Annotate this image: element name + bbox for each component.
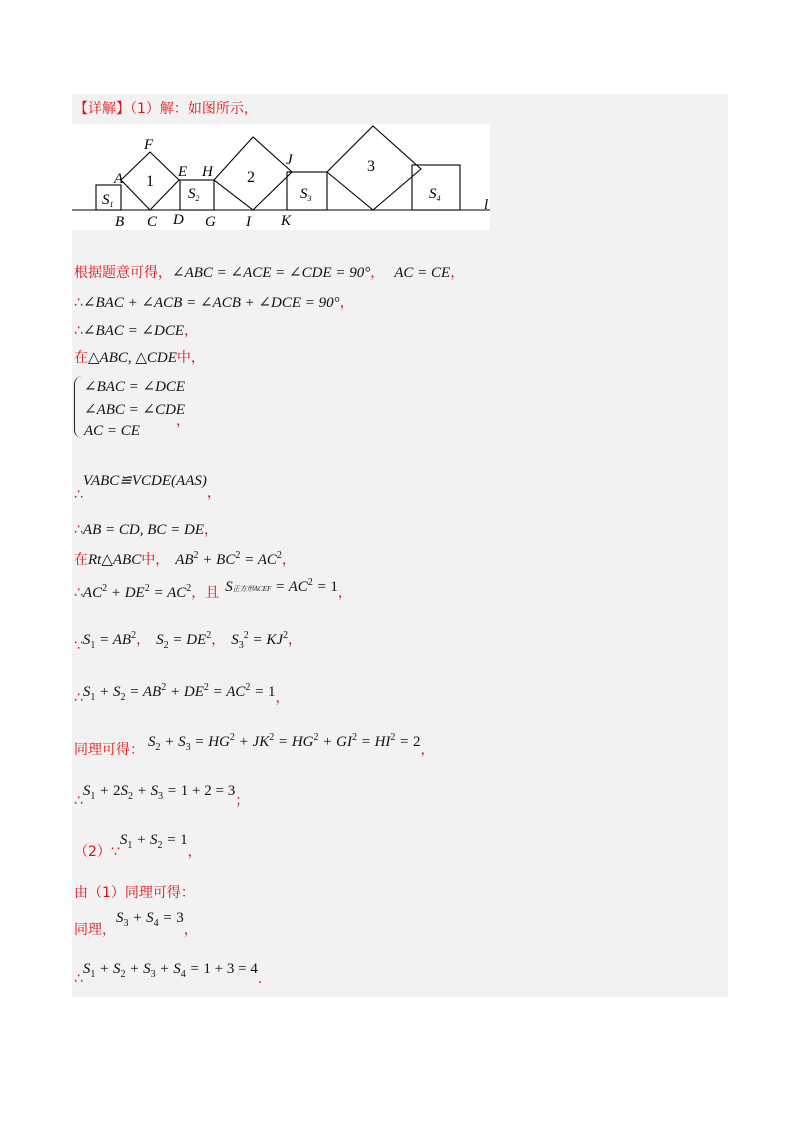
label-E: E: [178, 164, 188, 180]
system-brace: [74, 376, 83, 438]
label-B: B: [115, 214, 125, 230]
geometry-figure: [72, 124, 490, 230]
system-eq-3: AC = CE: [84, 423, 140, 439]
label-A: A: [114, 171, 124, 187]
solution-header: [74, 98, 258, 118]
label-K: K: [281, 213, 292, 229]
label-H: H: [202, 164, 213, 180]
label-D: D: [173, 212, 184, 228]
line-9: $\because S_1 = AB^2$， $S_2 = DE^2$， $S_3^2 = KJ^2$，: [74, 630, 303, 654]
line-11: 同理可得： $S_2 + S_3 = HG^2 + JK^2 = HG^2 + GI^2 = HI^2 = 2$，: [74, 732, 435, 758]
line-12: $\therefore S_1 + 2S_2 + S_3 = 1 + 2 = 3$；: [74, 783, 250, 809]
area-label-s3: $S_3$: [300, 186, 312, 203]
line-10: $\therefore S_1 + S_2 = AB^2 + DE^2 = AC^2 = 1$，: [74, 682, 290, 706]
line-1: 根据题意可得，∠ABC = ∠ACE = ∠CDE = 90°， AC = CE，: [74, 265, 465, 281]
label-G: G: [205, 214, 216, 230]
line-16: $\therefore S_1 + S_2 + S_3 + S_4 = 1 + 3 = 4$.: [74, 961, 263, 987]
square-label-2: 2: [247, 169, 255, 186]
line-6: ∴AB = CD, BC = DE，: [74, 522, 218, 538]
area-label-s4: $S_4$: [429, 186, 441, 203]
line-3: ∴∠BAC = ∠DCE，: [74, 323, 199, 339]
area-label-s1: $S_1$: [102, 192, 114, 209]
line-15: 同理，$S_3 + S_4 = 3$，: [74, 910, 198, 938]
square-label-1: 1: [146, 173, 154, 190]
label-l: l: [484, 197, 489, 213]
detail-tag: 【详解】: [74, 101, 130, 117]
line-5: ∴VABC≌VCDE(AAS)，: [74, 473, 221, 503]
system-end: ，: [176, 413, 190, 429]
area-label-s2: $S_2$: [188, 186, 200, 203]
line-14: 由（1）同理可得：: [74, 885, 195, 901]
intro-text: （1）解：如图所示，: [130, 101, 258, 117]
line-4: 在△ABC, △CDE中，: [74, 350, 205, 366]
square-label-3: 3: [367, 158, 375, 175]
label-F: F: [144, 137, 154, 153]
system-eq-1: ∠BAC = ∠DCE: [84, 379, 186, 395]
line-7: 在Rt△ABC中， $AB^2 + BC^2 = AC^2$，: [74, 550, 296, 568]
label-I: I: [246, 214, 251, 230]
line-2: ∴∠BAC + ∠ACB = ∠ACB + ∠DCE = 90°，: [74, 295, 354, 311]
line-8: $\therefore AC^2 + DE^2 = AC^2$，且 S正方形ACEF = $AC^2 = 1$，: [74, 577, 352, 601]
label-C: C: [147, 214, 158, 230]
system-eq-2: ∠ABC = ∠CDE: [84, 402, 186, 418]
label-J: J: [286, 152, 293, 168]
line-13: $(2)\because S_1 + S_2 = 1$，: [74, 832, 202, 860]
